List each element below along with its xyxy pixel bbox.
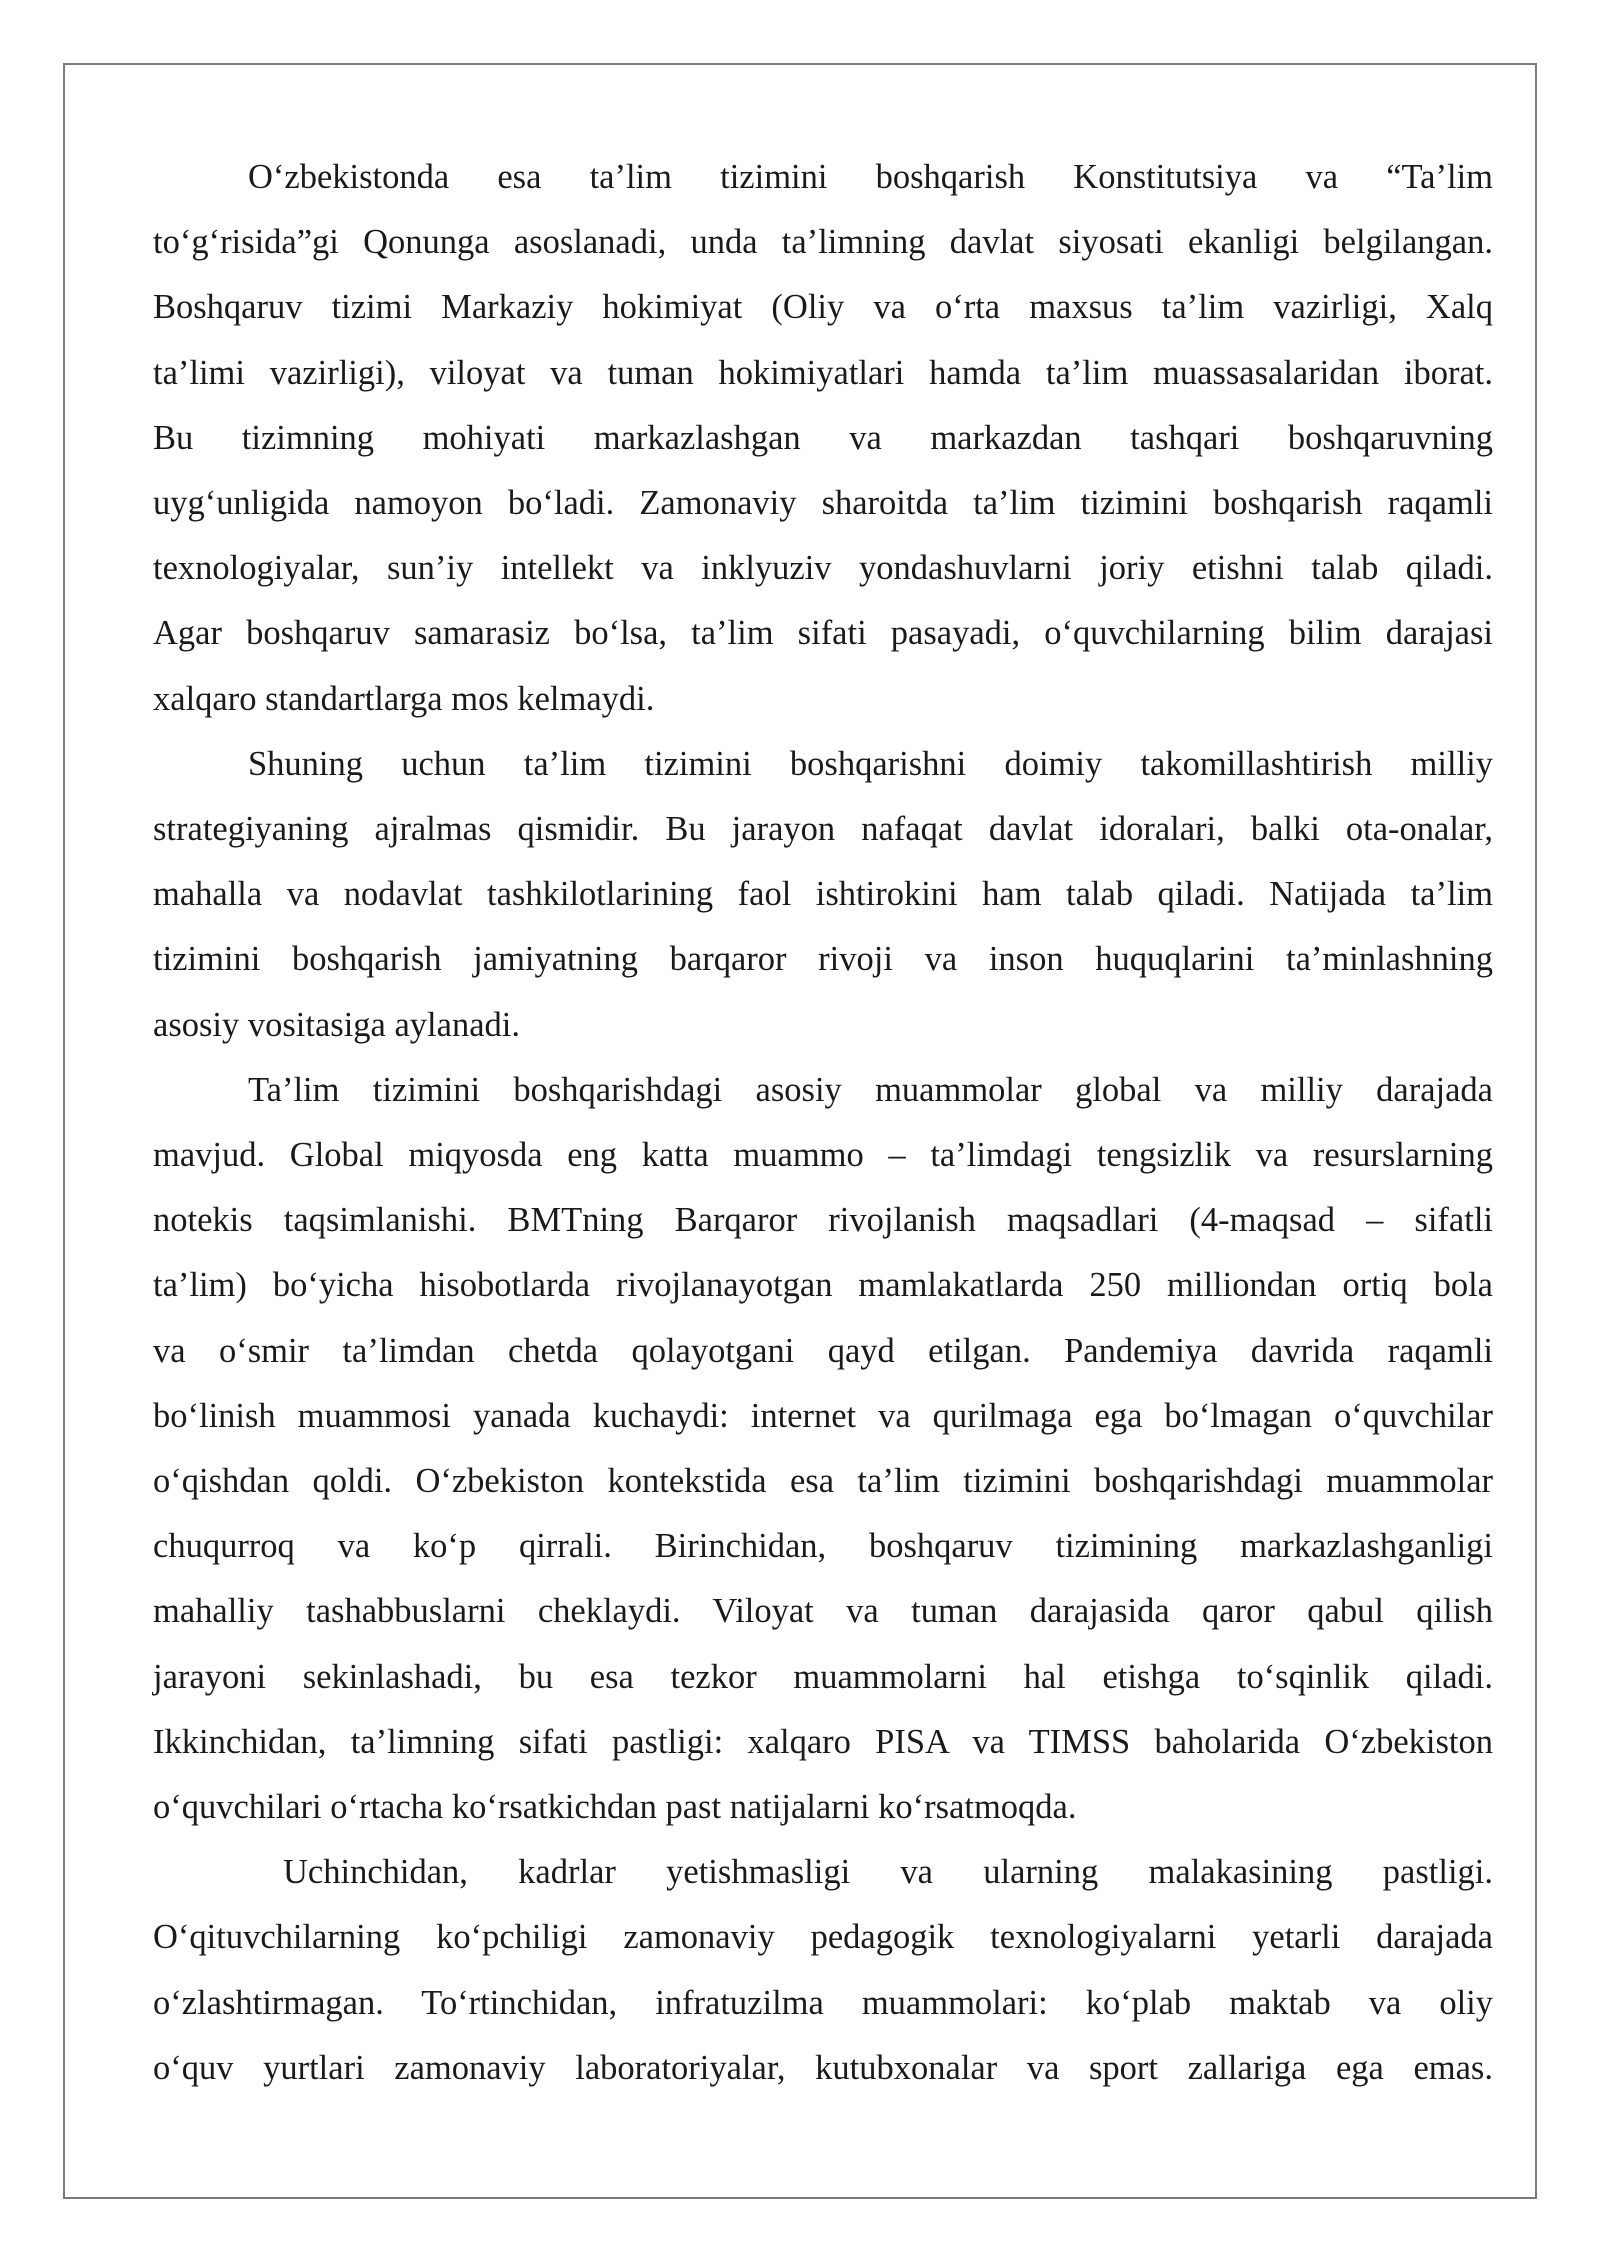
text-line: bo‘linish muammosi yanada kuchaydi: internet va qurilmaga ega bo‘lmagan o‘quvchilar	[153, 1396, 1493, 1435]
text-line: to‘g‘risida”gi Qonunga asoslanadi, unda ta’limning davlat siyosati ekanligi belgilangan.	[153, 223, 1493, 262]
text-line: strategiyaning ajralmas qismidir. Bu jarayon nafaqat davlat idoralari, balki ota-onalar,	[153, 810, 1493, 849]
text-line: o‘quvchilari o‘rtacha ko‘rsatkichdan past natijalarni ko‘rsatmoqda.	[153, 1788, 1077, 1827]
text-line: Ta’lim tizimini boshqarishdagi asosiy muammolar global va milliy darajada	[248, 1070, 1493, 1109]
text-line: o‘quv yurtlari zamonaviy laboratoriyalar, kutubxonalar va sport zallariga ega emas.	[153, 2048, 1493, 2087]
text-line: tizimini boshqarish jamiyatning barqaror rivoji va inson huquqlarini ta’minlashning	[153, 940, 1493, 979]
text-line: Uchinchidan, kadrlar yetishmasligi va ularning malakasining pastligi.	[283, 1853, 1493, 1892]
paragraph	[153, 732, 1493, 1058]
text-line: va o‘smir ta’limdan chetda qolayotgani qayd etilgan. Pandemiya davrida raqamli	[153, 1331, 1493, 1370]
text-line: mavjud. Global miqyosda eng katta muammo – ta’limdagi tengsizlik va resurslarning	[153, 1136, 1493, 1175]
text-line: Ikkinchidan, ta’limning sifati pastligi: xalqaro PISA va TIMSS baholarida O‘zbekiston	[153, 1722, 1493, 1761]
text-line: mahalliy tashabbuslarni cheklaydi. Viloyat va tuman darajasida qaror qabul qilish	[153, 1592, 1493, 1631]
text-line: Bu tizimning mohiyati markazlashgan va markazdan tashqari boshqaruvning	[153, 418, 1493, 457]
text-line: mahalla va nodavlat tashkilotlarining faol ishtirokini ham talab qiladi. Natijada ta’lim	[153, 875, 1493, 914]
paragraph	[153, 145, 1493, 732]
paragraph	[153, 1840, 1493, 2101]
text-line: o‘zlashtirmagan. To‘rtinchidan, infratuzilma muammolari: ko‘plab maktab va oliy	[153, 1983, 1493, 2022]
text-line: O‘qituvchilarning ko‘pchiligi zamonaviy pedagogik texnologiyalarni yetarli darajada	[153, 1918, 1493, 1957]
text-line: notekis taqsimlanishi. BMTning Barqaror rivojlanish maqsadlari (4-maqsad – sifatli	[153, 1201, 1493, 1240]
text-line: Boshqaruv tizimi Markaziy hokimiyat (Oliy va o‘rta maxsus ta’lim vazirligi, Xalq	[153, 288, 1493, 327]
text-line: Shuning uchun ta’lim tizimini boshqarishni doimiy takomillashtirish milliy	[248, 744, 1493, 783]
text-line: chuqurroq va ko‘p qirrali. Birinchidan, boshqaruv tizimining markazlashganligi	[153, 1527, 1493, 1566]
text-line: ta’lim) bo‘yicha hisobotlarda rivojlanayotgan mamlakatlarda 250 milliondan ortiq bola	[153, 1266, 1493, 1305]
text-line: jarayoni sekinlashadi, bu esa tezkor muammolarni hal etishga to‘sqinlik qiladi.	[153, 1657, 1493, 1696]
text-line: uyg‘unligida namoyon bo‘ladi. Zamonaviy sharoitda ta’lim tizimini boshqarish raqamli	[153, 484, 1493, 523]
document-body	[153, 145, 1493, 2101]
text-line: o‘qishdan qoldi. O‘zbekiston kontekstida esa ta’lim tizimini boshqarishdagi muammolar	[153, 1462, 1493, 1501]
text-line: O‘zbekistonda esa ta’lim tizimini boshqarish Konstitutsiya va “Ta’lim	[248, 158, 1493, 196]
text-line: ta’limi vazirligi), viloyat va tuman hokimiyatlari hamda ta’lim muassasalaridan iborat.	[153, 353, 1493, 392]
paragraph	[153, 1058, 1493, 1840]
text-line: Agar boshqaruv samarasiz bo‘lsa, ta’lim sifati pasayadi, o‘quvchilarning bilim darajasi	[153, 614, 1493, 653]
text-line: texnologiyalar, sun’iy intellekt va inklyuziv yondashuvlarni joriy etishni talab qiladi.	[153, 549, 1493, 588]
text-line: asosiy vositasiga aylanadi.	[153, 1005, 520, 1044]
text-line: xalqaro standartlarga mos kelmaydi.	[153, 679, 655, 718]
